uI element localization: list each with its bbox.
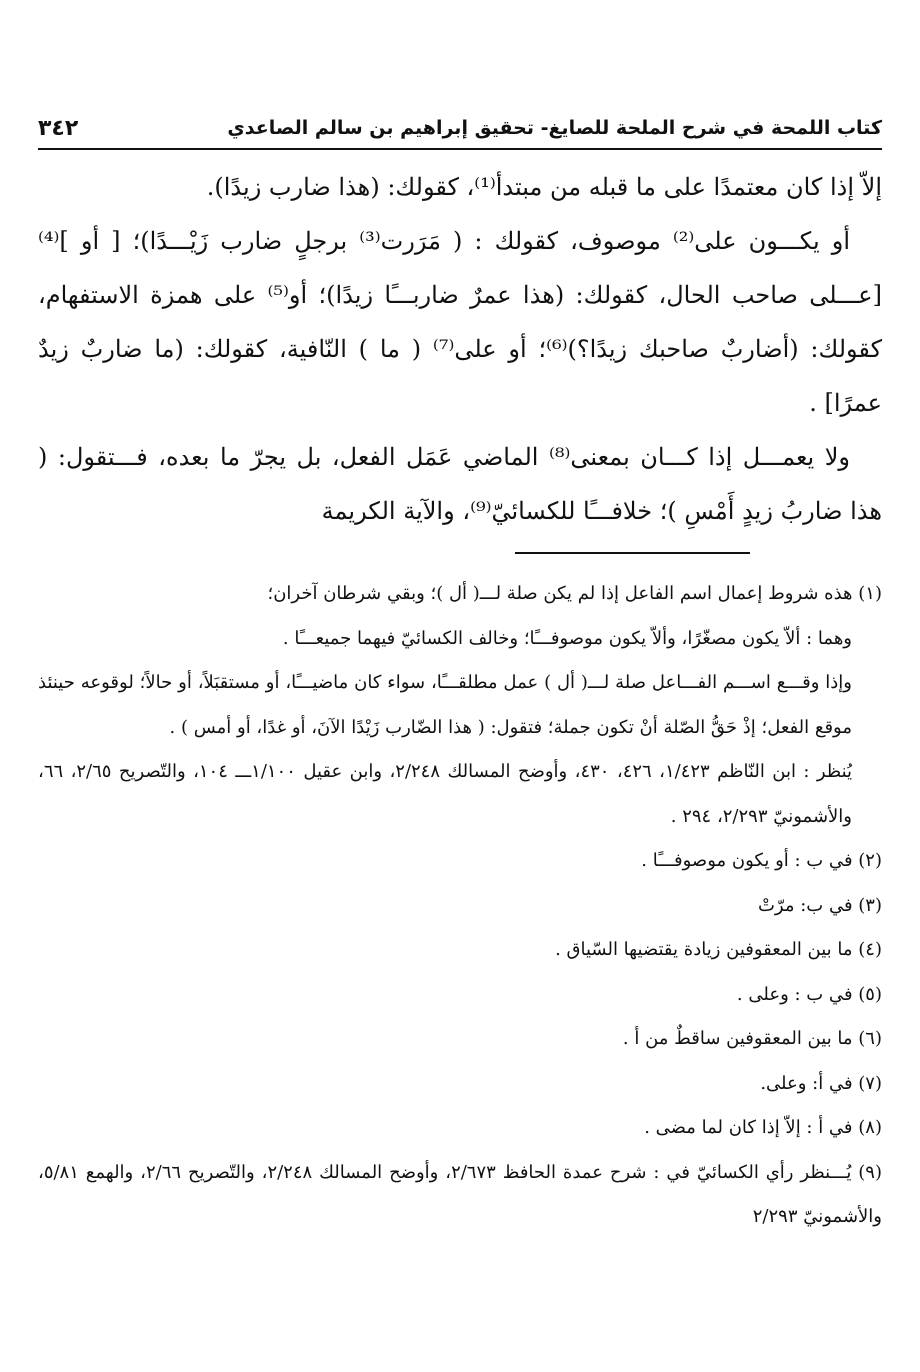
- footnote-7: (٧) في أ: وعلى.: [760, 1072, 882, 1094]
- header-title: كتاب اللمحة في شرح الملحة للصايغ- تحقيق إبراهيم بن سالم الصاعدي: [227, 117, 882, 139]
- footnote-9: (٩) يُـــنظر رأي الكسائيّ في : شرح عمدة الحافظ ٢/٦٧٣، وأوضح المسالك ٢/٢٤٨، والتّصريح ٢/٦٦، والهمع ٥/٨١، والأشمونيّ ٢/٢٩٣: [38, 1161, 882, 1227]
- footnote-6: (٦) ما بين المعقوفين ساقطٌ من أ .: [622, 1028, 882, 1049]
- footnote-5: (٥) في ب : وعلى .: [736, 983, 882, 1005]
- footnote-8: (٨) في أ : إلاّ إذا كان لما مضى .: [644, 1117, 882, 1138]
- main-body-text: [38, 160, 882, 538]
- footnote-1-line-1: (١) هذه شروط إعمال اسم الفاعل إذا لم يكن صلة لـــ( أل )؛ وبقي شرطان آخران؛: [267, 583, 882, 604]
- footnote-divider: [515, 552, 750, 554]
- footnote-1-references: يُنظر : ابن النّاظم ١/٤٢٣، ٤٢٦، ٤٣٠، وأوضح المسالك ٢/٢٤٨، وابن عقيل ١/١٠٠ـــ ١٠٤، والتّصريح ٢/٦٥، ٦٦، والأشمونيّ ٢/٢٩٣، ٢٩٤ .: [38, 761, 853, 827]
- body-paragraph-2: أو يكـــون على⁽²⁾ موصوف، كقولك : ( مَرَرت⁽³⁾ برجلٍ ضارب زَيْـــدًا)؛ [ أو ]⁽⁴⁾ [عـــلى صاحب الحال، كقولك: (هذا عمرٌ ضاربـــًا زيدًا)؛ أو⁽⁵⁾ على همزة الاستفهام، كقولك: (أضاربٌ صاحبك زيدًا؟)⁽⁶⁾؛ أو على⁽⁷⁾ ( ما ) النّافية، كقولك: (ما ضاربٌ زيدٌ عمرًا] .: [38, 227, 882, 417]
- footnote-4: (٤) ما بين المعقوفين زيادة يقتضيها السّياق .: [555, 939, 882, 960]
- footnotes-section: [38, 572, 882, 1240]
- footnote-2: (٢) في ب : أو يكون موصوفـــًا .: [641, 850, 882, 871]
- body-paragraph-3: ولا يعمـــل إذا كـــان بمعنى⁽⁸⁾ الماضي عَمَل الفعل، بل يجرّ ما بعده، فـــتقول: ( هذا ضاربُ زيدٍ أَمْسِ )؛ خلافـــًا للكسائيّ⁽⁹⁾، والآية الكريمة: [38, 443, 882, 525]
- page-header: [38, 108, 882, 150]
- footnote-1-para-2: وإذا وقـــع اســـم الفـــاعل صلة لـــ( أل ) عمل مطلقـــًا، سواء كان ماضيـــًا، أو مستقبَلاً، أو حالاً؛ لوقوعه حينئذ موقع الفعل؛ إذْ حَقُّ الصّلة أنْ تكون جملة؛ فتقول: ( هذا الضّارب زَيْدًا الآنَ، أو غدًا، أو أمس ) .: [38, 672, 852, 738]
- footnote-1-line-2: وهما : ألاّ يكون مصغّرًا، وألاّ يكون موصوفـــًا؛ وخالف الكسائيّ فيهما جميعـــًا .: [282, 627, 852, 649]
- body-paragraph-1: إلاّ إذا كان معتمدًا على ما قبله من مبتدأ⁽¹⁾، كقولك: (هذا ضارب زيدًا).: [206, 173, 882, 201]
- footnote-3: (٣) في ب: مرّتْ: [757, 894, 882, 916]
- page-number: ٣٤٢: [38, 115, 79, 141]
